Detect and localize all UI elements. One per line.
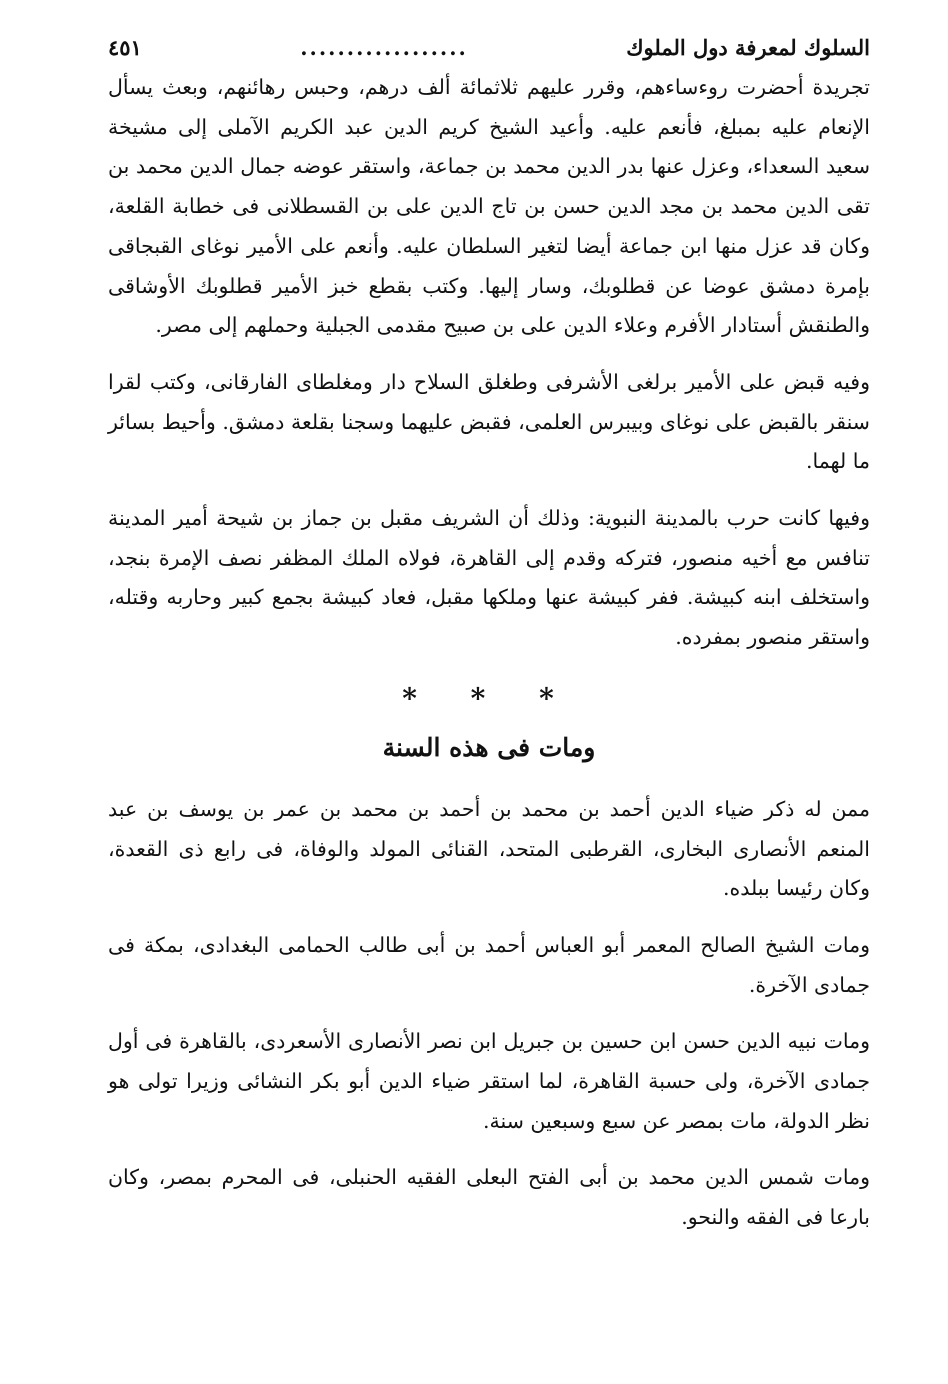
header-leader-dots: .................. [300,35,468,60]
book-title: السلوك لمعرفة دول الملوك [626,35,870,60]
paragraph: ومات الشيخ الصالح المعمر أبو العباس أحمد بن أبى طالب الحمامى البغدادى، بمكة فى جمادى الآخرة. [108,932,870,997]
section-separator: * * * [402,681,576,715]
section-heading: ومات فى هذه السنة [382,732,596,762]
book-page [108,28,870,1238]
page-number: ٤٥١ [108,35,142,60]
paragraph: ومات نبيه الدين حسن ابن حسين بن جبريل ابن نصر الأنصارى الأسعردى، بالقاهرة فى أول جمادى الآخرة، ولى حسبة القاهرة، لما استقر ضياء الدين أبو بكر النشائى وزيرا تولى هو نظر الدولة، مات بمصر عن سبع وسبعين سنة. [108,1029,870,1133]
paragraph: ممن له ذكر ضياء الدين أحمد بن محمد بن أحمد بن محمد بن عمر بن يوسف بن عبد المنعم الأنصارى البخارى، القرطبى المتحد، القنائى المولد والوفاة، فى رابع ذى القعدة، وكان رئيسا ببلده. [108,796,870,901]
paragraph: وفيها كانت حرب بالمدينة النبوية: وذلك أن الشريف مقبل بن جماز بن شيحة أمير المدينة تنافس مع أخيه منصور، فتركه وقدم إلى القاهرة، فولاه الملك المظفر نصف الإمرة بنجد، واستخلف ابنه كبيشة. ففر كبيشة عنها وملكها مقبل، فعاد كبيشة بجمع كبير وحاربه وقتله، واستقر منصور بمفرده. [108,506,870,650]
paragraph: تجريدة أحضرت روءساءهم، وقرر عليهم ثلاثمائة ألف درهم، وحبس رهائنهم، وبعث يسأل الإنعام عليه بمبلغ، فأنعم عليه. وأعيد الشيخ كريم الدين عبد الكريم الآملى إلى مشيخة سعيد السعداء، وعزل عنها بدر الدين محمد بن جماعة، واستقر عوضه جمال الدين محمد بن تقى الدين محمد بن مجد الدين حسن بن تاج الدين على بن القسطلانى فى خطابة القلعة، وكان قد عزل منها ابن جماعة أيضا لتغير السلطان عليه. وأنعم على الأمير نوغاى القبجاقى بإمرة دمشق عوضا عن قطلوبك، وسار إليها. وكتب بقطع خبز الأمير قطلوبك الأوشاقى والطنقش أستادار الأفرم وعلاء الدين على بن صبيح مقدمى الجبلية وحملهم إلى مصر. [108,75,870,338]
body-text-top [108,68,870,658]
running-header [108,28,870,68]
paragraph: وفيه قبض على الأمير برلغى الأشرفى وطغلق السلاح دار ومغلطاى الفارقانى، وكتب لقرا سنقر بالقبض على نوغاى وبيبرس العلمى، فقبض عليهما وسجنا بقلعة دمشق. وأحيط بسائر ما لهما. [108,369,870,474]
body-text-bottom [108,790,870,1238]
paragraph: ومات شمس الدين محمد بن أبى الفتح البعلى الفقيه الحنبلى، فى المحرم بمصر، وكان بارعا فى الفقه والنحو. [108,1165,870,1230]
